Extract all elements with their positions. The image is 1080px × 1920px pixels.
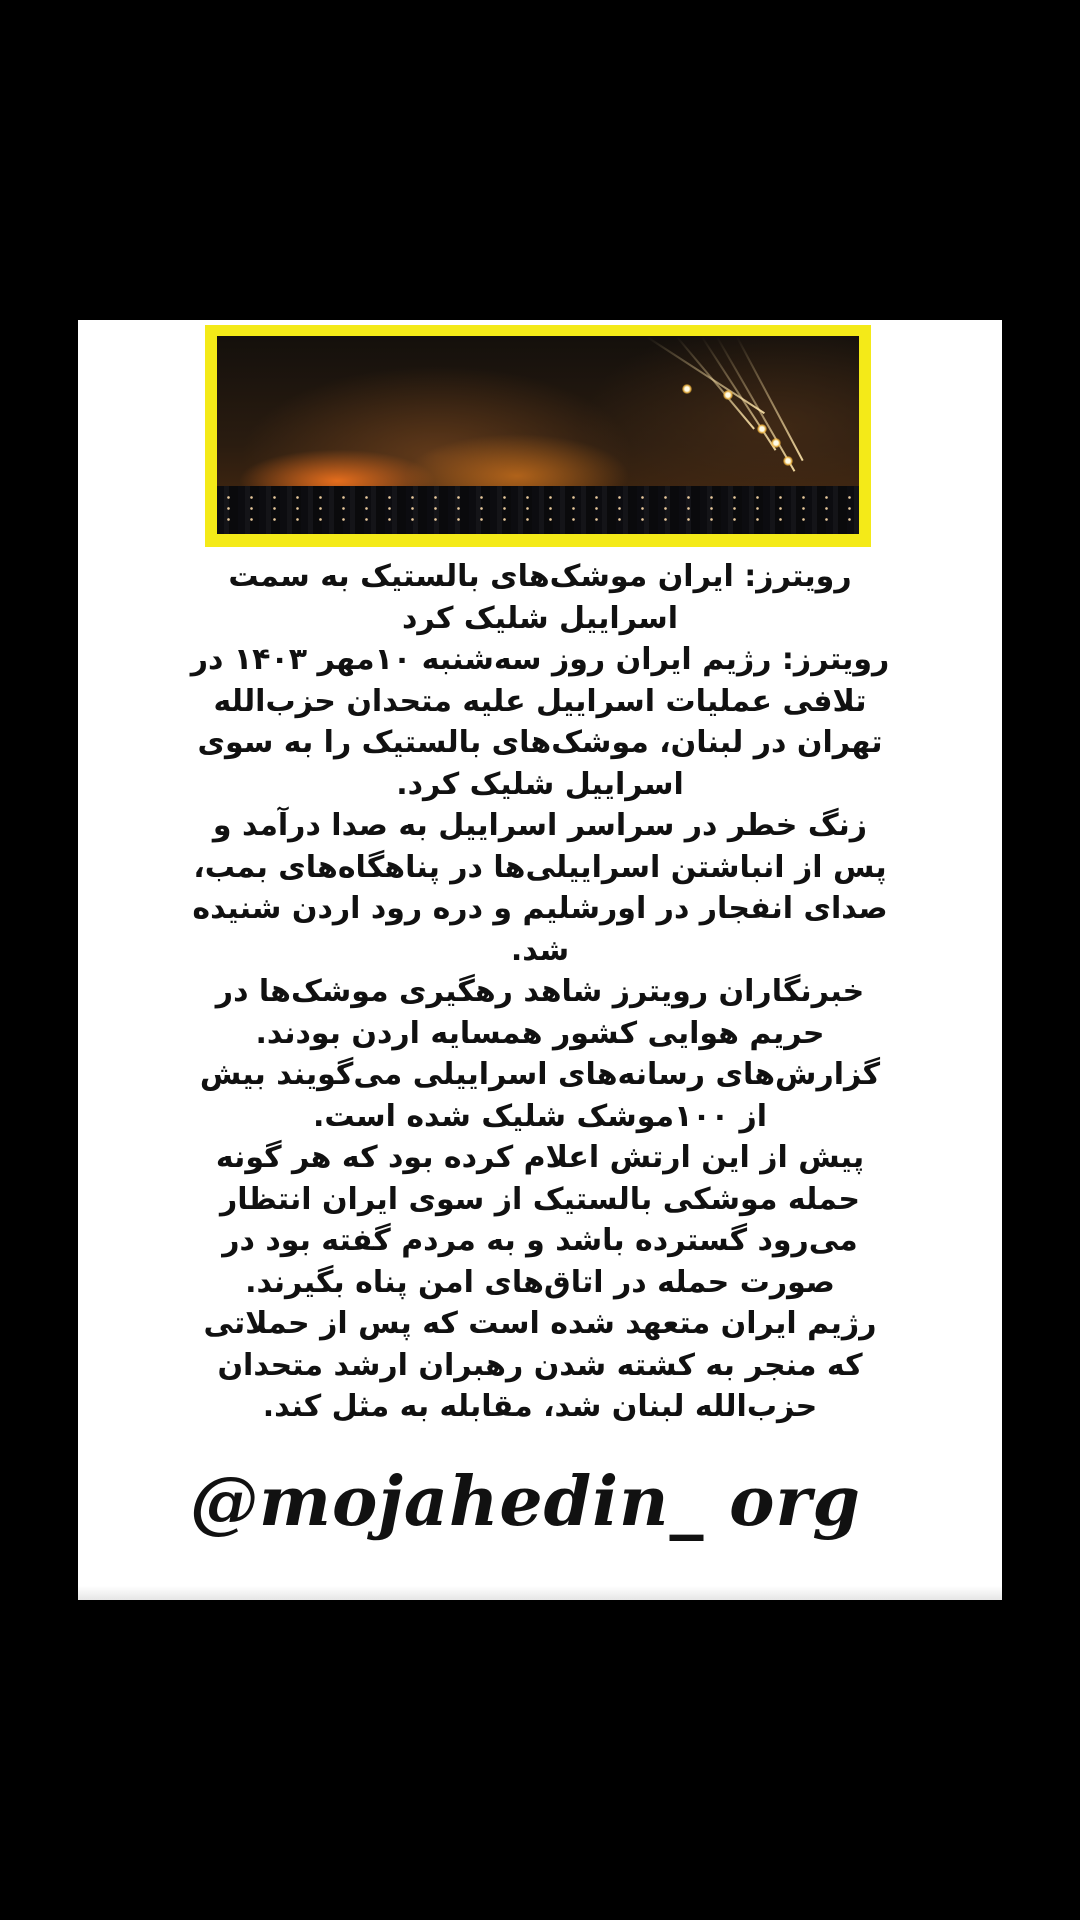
missile-flare bbox=[771, 438, 781, 448]
photo-frame bbox=[205, 325, 871, 547]
paragraph: خبرنگاران رویترز شاهد رهگیری موشک‌ها در حریم هوایی کشور همسایه اردن بودند. bbox=[215, 974, 865, 1051]
missile-strike-photo bbox=[217, 336, 859, 534]
missile-flare bbox=[783, 456, 793, 466]
paragraph: گزارش‌های رسانه‌های اسراییلی می‌گویند بیش از ۱۰۰موشک شلیک شده است. bbox=[199, 1057, 881, 1134]
paragraph: رژیم ایران متعهد شده است که پس از حملاتی که منجر به کشته شدن رهبران ارشد متحدان حزب‌الله لبنان شد، مقابله به مثل کند. bbox=[203, 1306, 877, 1424]
missile-trail bbox=[716, 337, 795, 472]
missile-flare bbox=[757, 424, 767, 434]
paragraph: رویترز: رژیم ایران روز سه‌شنبه ۱۰مهر ۱۴۰۳ در تلافی عملیات اسراییل علیه متحدان حزب‌الله تهران در لبنان، موشک‌های بالستیک را به سوی اسراییل شلیک کرد. bbox=[190, 642, 890, 802]
article-text bbox=[190, 556, 890, 1428]
headline: رویترز: ایران موشک‌های بالستیک به سمت اسراییل شلیک کرد bbox=[228, 559, 852, 636]
card-bottom-edge bbox=[78, 1586, 1002, 1600]
paragraph: پیش از این ارتش اعلام کرده بود که هر گونه حمله موشکی بالستیک از سوی ایران انتظار می‌رود گسترده باشد و به مردم گفته بود در صورت حمله در اتاق‌های امن پناه بگیرند. bbox=[215, 1140, 865, 1300]
missile-flare bbox=[682, 384, 692, 394]
city-skyline bbox=[217, 486, 859, 534]
account-handle: @mojahedin_ org bbox=[190, 1462, 861, 1542]
missile-flare bbox=[723, 390, 733, 400]
paragraph: زنگ خطر در سراسر اسراییل به صدا درآمد و پس از انباشتن اسراییلی‌ها در پناهگاه‌های بمب، صدای انفجار در اورشلیم و دره رود اردن شنیده شد. bbox=[192, 808, 888, 968]
missile-trail bbox=[646, 336, 765, 414]
